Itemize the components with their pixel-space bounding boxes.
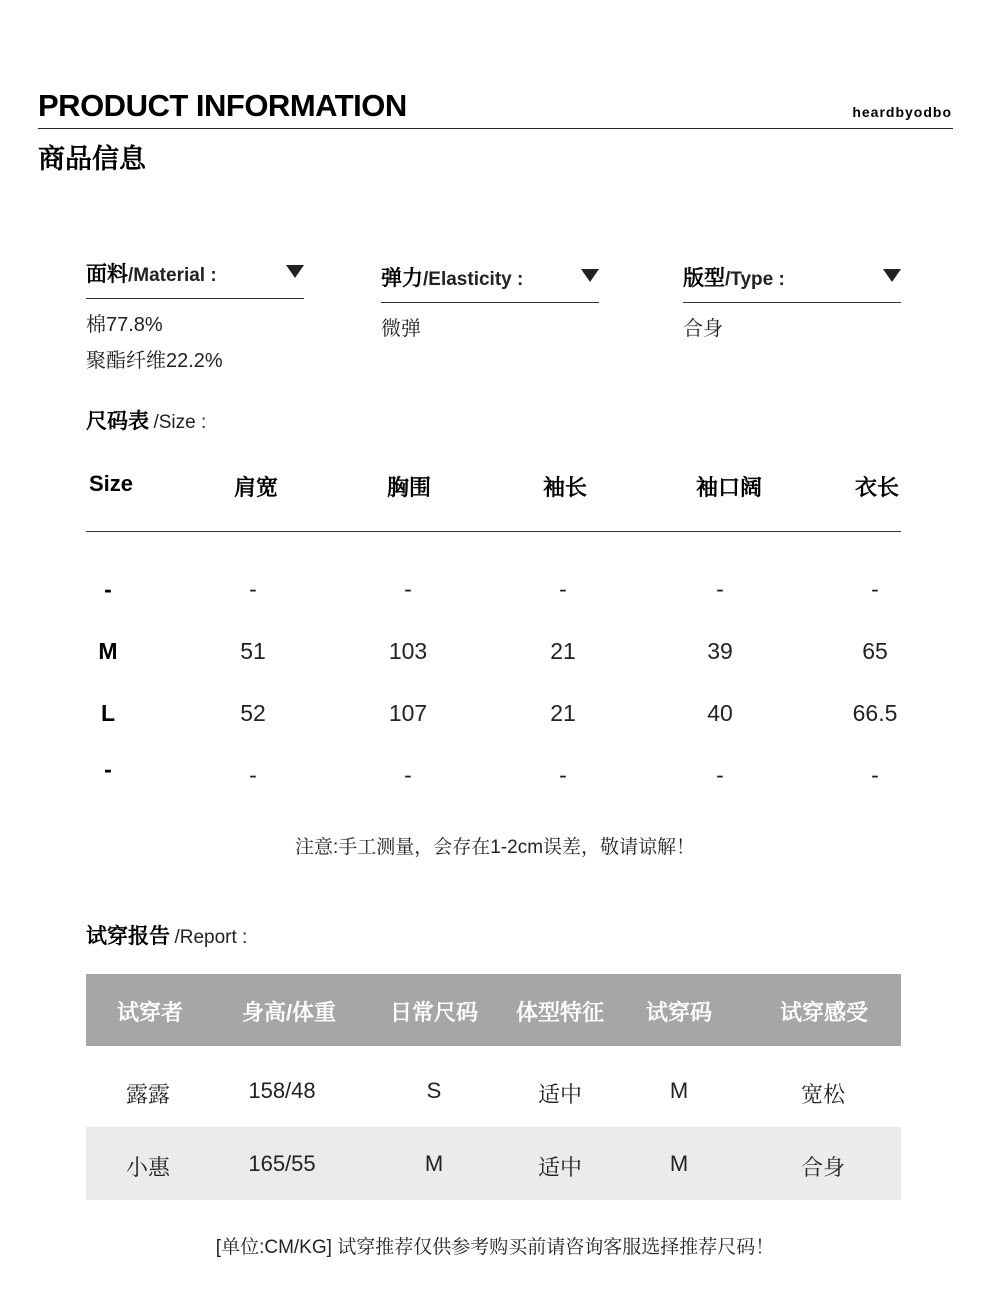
measurement-note: 注意:手工测量，会存在1-2cm误差，敬请谅解！ (294, 837, 696, 858)
report-header-cell: 试穿者 (116, 1000, 184, 1025)
attribute-type (683, 254, 901, 347)
size-chart-label: 尺码表 /Size : (86, 410, 207, 433)
triangle-down-icon (286, 265, 304, 278)
attribute-label: 版型/Type : (683, 267, 785, 290)
size-header-cell: 袖长 (542, 475, 588, 500)
size-table-row: - - - - - - (104, 756, 879, 788)
attribute-label: 弹力/Elasticity : (381, 267, 524, 290)
size-header-cell: 胸围 (386, 475, 432, 500)
size-table-row: - - - - - - (104, 576, 879, 602)
attribute-material (86, 258, 304, 379)
size-header-cell: 袖口阔 (695, 475, 763, 500)
size-table (86, 465, 901, 804)
report-header-cell: 日常尺码 (389, 1000, 479, 1025)
report-header-cell: 身高/体重 (241, 1000, 337, 1025)
report-table-header (86, 974, 901, 1046)
triangle-down-icon (883, 269, 901, 282)
size-table-row: L 52 107 21 40 66.5 (100, 700, 898, 726)
brand-logo-text: heardbyodbo (852, 104, 952, 120)
attribute-label-en: /Type : (725, 269, 785, 290)
attribute-value: 合身 (683, 318, 723, 340)
report-header-cell: 试穿码 (645, 1000, 713, 1025)
size-header-cell: 衣长 (854, 475, 900, 500)
attribute-header (86, 258, 304, 299)
size-header-cell: 肩宽 (233, 475, 279, 500)
footer-disclaimer: [单位:CM/KG] 试穿推荐仅供参考购买前请咨询客服选择推荐尺码！ (215, 1237, 775, 1258)
attribute-value: 棉77.8% (86, 314, 163, 336)
size-table-row: M 51 103 21 39 65 (98, 638, 888, 664)
attribute-elasticity (381, 254, 599, 347)
report-header-cell: 体型特征 (515, 1000, 605, 1025)
report-label: 试穿报告 /Report : (86, 925, 248, 948)
report-table (86, 974, 901, 1200)
page-title: PRODUCT INFORMATION (38, 88, 407, 123)
report-header-cell: 试穿感受 (779, 1000, 869, 1025)
triangle-down-icon (581, 269, 599, 282)
attribute-value: 微弹 (381, 318, 421, 340)
header-divider (38, 128, 953, 129)
attribute-header (381, 254, 599, 303)
report-table-row: 小惠 165/55 M 适中 M 合身 (86, 1127, 901, 1200)
page-subtitle: 商品信息 (38, 144, 146, 174)
attribute-label-en: /Material : (128, 265, 217, 286)
report-table-row: 露露 158/48 S 适中 M 宽松 (125, 1078, 846, 1107)
attribute-header (683, 254, 901, 303)
attribute-label: 面料/Material : (86, 263, 217, 286)
attribute-value: 聚酯纤维22.2% (86, 350, 223, 372)
size-header-cell: Size (88, 471, 134, 496)
size-table-header (86, 465, 901, 532)
attribute-label-en: /Elasticity : (423, 269, 524, 290)
